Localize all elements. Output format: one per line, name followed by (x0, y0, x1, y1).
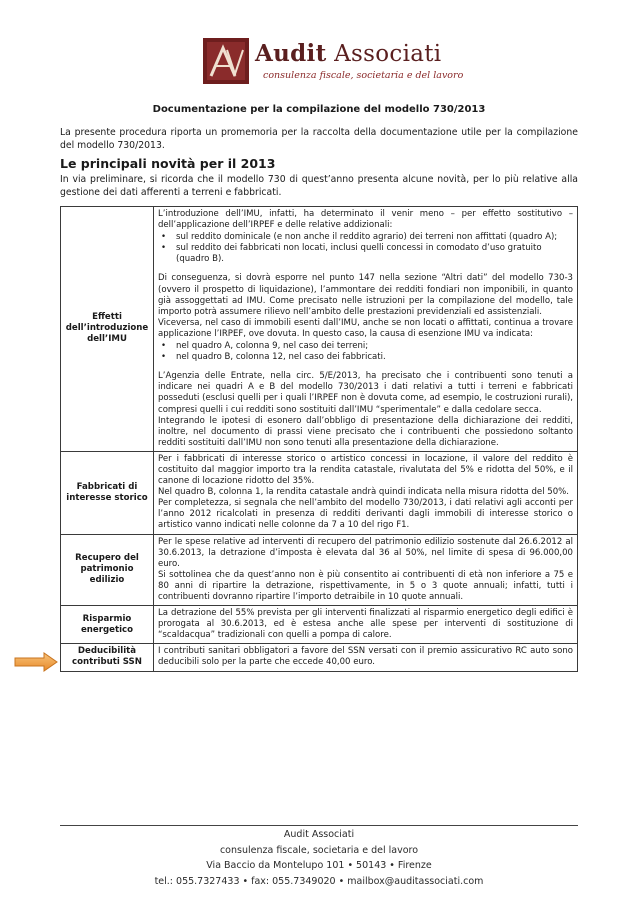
list-item: • sul reddito dei fabbricati non locati, inclusi quelli concessi in comodato d’uso gratuito (quadro B). (172, 243, 573, 265)
row-label: Effetti dell’introduzione dell’IMU (61, 207, 154, 452)
logo-name-second: Associati (334, 41, 442, 67)
row-content (154, 451, 578, 534)
list-item: • nel quadro A, colonna 9, nel caso dei terreni; (172, 341, 573, 352)
footer-company: Audit Associati (283, 829, 355, 840)
section-intro-paragraph: In via preliminare, si ricorda che il modello 730 di quest’anno presenta alcune novità, per lo più relative alla gestione dei dati afferenti a terreni e fabbricati. (60, 174, 578, 198)
row-text: Nel quadro B, colonna 1, la rendita catastale andrà quindi indicata nella misura ridotta del 50%. (158, 487, 569, 498)
footer-divider (60, 825, 578, 826)
row-text: I contributi sanitari obbligatori a favore del SSN versati con il premio assicurativo RC auto sono deducibili solo per la parte che eccede 40,00 euro. (158, 646, 573, 668)
row-text: L’introduzione dell’IMU, infatti, ha determinato il venir meno – per effetto sostitutivo – dell’applicazione dell’IRPEF e delle relative addizionali: (158, 209, 573, 231)
bullet-list (158, 232, 573, 265)
table-row (61, 606, 578, 644)
list-item: • sul reddito dominicale (e non anche il reddito agrario) dei terreni non affittati (quadro A); (172, 232, 573, 243)
row-text: Si sottolinea che da quest’anno non è più consentito ai contribuenti di età non inferiore a 75 e 80 anni di ripartire la detrazione, rispettivamente, in 5 o 3 quote annuali; infatti, tutti i contribuenti dovranno ripartire l’importo detraibile in 10 quote annuali. (158, 569, 573, 602)
footer-contacts: tel.: 055.7327433 • fax: 055.7349020 • mailbox@auditassociati.com (154, 876, 484, 887)
row-text: La detrazione del 55% prevista per gli interventi finalizzati al risparmio energetico degli edifici è prorogata al 30.6.2013, ed è estesa anche alle spese per interventi di sostituzione di “scaldacqua” tradizionali con quelli a pompa di calore. (158, 608, 573, 641)
row-text: L’Agenzia delle Entrate, nella circ. 5/E/2013, ha precisato che i contribuenti sono tenuti a indicare nei quadri A e B del modello 730/2013 i dati relativi a tutti i terreni e fabbricati posseduti (esclusi quelli per i quali l’IRPEF non è dovuta come, ad esempio, le costruzioni rurali), compresi quelli i cui redditi sono sostituiti dall’IMU “sperimentale” e dalla cedolare secca. (158, 371, 573, 415)
intro-paragraph: La presente procedura riporta un promemoria per la raccolta della documentazione utile per la compilazione del modello 730/2013. (60, 127, 578, 151)
list-item: • nel quadro B, colonna 12, nel caso dei fabbricati. (172, 352, 573, 363)
company-logo (203, 38, 464, 88)
bullet-list (158, 341, 573, 363)
orange-arrow-icon (14, 652, 58, 672)
row-label: Recupero del patrimonio edilizio (61, 534, 154, 606)
table-row (61, 534, 578, 606)
row-text: Per le spese relative ad interventi di recupero del patrimonio edilizio sostenute dal 26.6.2012 al 30.6.2013, la detrazione d’imposta è elevata dal 36 al 50%, nel limite di spesa di 96.000,00 euro. (158, 536, 573, 569)
row-content (154, 606, 578, 644)
row-content (154, 644, 578, 671)
row-label: Fabbricati di interesse storico (61, 451, 154, 534)
table-row (61, 451, 578, 534)
audit-associati-logo-icon (203, 38, 249, 84)
row-text: Per completezza, si segnala che nell’ambito del modello 730/2013, i dati relativi agli acconti per l’anno 2012 ricalcolati in presenza di redditi derivanti dagli immobili di interesse storico o artistico vanno indicati nelle colonne da 7 a 10 del rigo F1. (158, 498, 573, 531)
row-text: Viceversa, nel caso di immobili esenti dall’IMU, anche se non locati o affittati, continua a trovare applicazione l’IRPEF, ove dovuta. In questo caso, la causa di esenzione IMU va indicata: (158, 317, 573, 339)
row-text: Di conseguenza, si dovrà esporre nel punto 147 nella sezione “Altri dati” del modello 730-3 (ovvero il prospetto di liquidazione), l’ammontare dei redditi fondiari non imponibili, in quanto già assoggettati ad IMU. Come precisato nelle istruzioni per la compilazione del modello, tale importo potrà assumere rilievo nell’ambito delle prestazioni previdenziali ed assistenziali. (158, 273, 573, 317)
logo-name-first: Audit (255, 40, 327, 67)
table-row (61, 644, 578, 671)
section-heading: Le principali novità per il 2013 (60, 156, 276, 171)
logo-subtitle: consulenza fiscale, societaria e del lavoro (263, 70, 464, 81)
row-content (154, 534, 578, 606)
table-row (61, 207, 578, 452)
row-text: Integrando le ipotesi di esonero dall’obbligo di presentazione della dichiarazione dei redditi, inoltre, nel documento di prassi viene precisato che i contribuenti che possiedono soltanto redditi sostituiti dall’IMU non sono tenuti alla presentazione della dichiarazione. (158, 415, 573, 448)
row-content (154, 207, 578, 452)
footer-address: Via Baccio da Montelupo 101 • 50143 • Firenze (206, 860, 432, 871)
logo-name (255, 40, 441, 67)
footer-tagline: consulenza fiscale, societaria e del lavoro (219, 845, 419, 856)
document-title: Documentazione per la compilazione del modello 730/2013 (152, 104, 486, 115)
novelties-table (60, 206, 578, 672)
row-label: Deducibilità contributi SSN (61, 644, 154, 671)
row-label: Risparmio energetico (61, 606, 154, 644)
row-text: Per i fabbricati di interesse storico o artistico concessi in locazione, il valore del reddito è costituito dal maggior importo tra la rendita catastale, rivalutata del 5% e ridotta del 50%, e il canone di locazione ridotto del 35%. (158, 453, 573, 487)
